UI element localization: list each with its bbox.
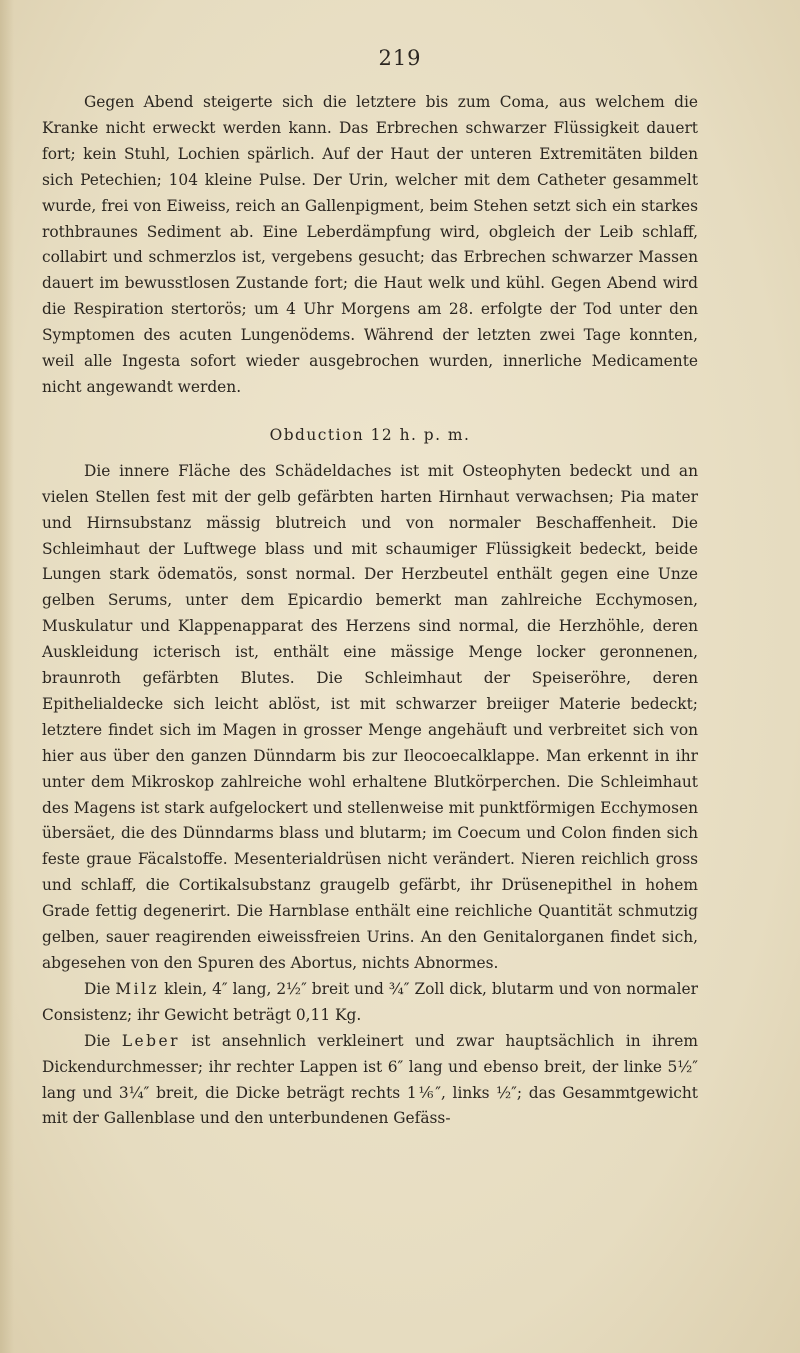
paragraph-clinical-course: Gegen Abend steigerte sich die letztere bis zum Coma, aus welchem die Kranke nicht erweckt werden kann. Das Erbrechen schwarzer Flüssigkeit dauert fort; kein Stuhl, Lochien spärlich. Auf der Haut der unteren Extremitäten bilden sich Petechien; 104 kleine Pulse. Der Urin, welcher mit dem Catheter gesammelt wurde, frei von Eiweiss, reich an Gallenpigment, beim Stehen setzt sich ein starkes rothbraunes Sediment ab. Eine Leberdämpfung wird, obgleich der Leib schlaff, collabirt und schmerzlos ist, vergebens gesucht; das Erbrechen schwarzer Massen dauert im bewusstlosen Zustande fort; die Haut welk und kühl. Gegen Abend wird die Respiration stertorös; um 4 Uhr Morgens am 28. erfolgte der Tod unter den Symptomen des acuten Lungenödems. Während der letzten zwei Tage konnten, weil alle Ingesta sofort wieder ausgebrochen wurden, innerliche Medicamente nicht angewandt werden.: [42, 93, 698, 396]
paragraph-obduction-findings: Die innere Fläche des Schädeldaches ist mit Osteophyten bedeckt und an vielen Stellen fest mit der gelb gefärbten harten Hirnhaut verwachsen; Pia mater und Hirnsubstanz mässig blutreich und von normaler Beschaffenheit. Die Schleimhaut der Luftwege blass und mit schaumiger Flüssigkeit bedeckt, beide Lungen stark ödematös, sonst normal. Der Herzbeutel enthält gegen eine Unze gelben Serums, unter dem Epicardio bemerkt man zahlreiche Ecchymosen, Muskulatur und Klappenapparat des Herzens sind normal, die Herzhöhle, deren Auskleidung icterisch ist, enthält eine mässige Menge locker geronnenen, braunroth gefärbten Blutes. Die Schleimhaut der Speiseröhre, deren Epithelialdecke sich leicht ablöst, ist mit schwarzer breiiger Materie bedeckt; letztere findet sich im Magen in grosser Menge angehäuft und verbreitet sich von hier aus über den ganzen Dünndarm bis zur Ileocoecalklappe. Man erkennt in ihr unter dem Mikroskop zahlreiche wohl erhaltene Blutkörperchen. Die Schleimhaut des Magens ist stark aufgelockert und stellenweise mit punktförmigen Ecchymosen übersäet, die des Dünndarms blass und blutarm; im Coecum und Colon finden sich feste graue Fäcalstoffe. Mesenterialdrüsen nicht verändert. Nieren reichlich gross und schlaff, die Cortikalsubstanz graugelb gefärbt, ihr Drüsenepithel in hohem Grade fettig degenerirt. Die Harnblase enthält eine reichliche Quantität schmutzig gelben, sauer reagirenden eiweissfreien Urins. An den Genitalorganen findet sich, abgesehen von den Spuren des Abortus, nichts Abnormes.: [42, 461, 698, 972]
page-body: [42, 90, 698, 1132]
paragraph-liver-lead: Die: [84, 1031, 111, 1050]
paragraph-spleen: [42, 977, 698, 1029]
page-number: 219: [378, 46, 422, 70]
paragraph-liver: [42, 1029, 698, 1133]
term-leber: Leber: [121, 1031, 180, 1050]
paragraph-liver-text: ist ansehnlich verkleinert und zwar hauptsächlich in ihrem Dickendurchmesser; ihr rechter Lappen ist 6″ lang und ebenso breit, der linke 5½″ lang und 3¼″ breit, die Dicke beträgt rechts 1⅙″, links ½″; das Gesammtgewicht mit der Gallenblase und den unterbundenen Gefäss-: [42, 1031, 698, 1128]
paragraph-spleen-lead: Die: [84, 979, 111, 998]
paragraph-spleen-text: klein, 4″ lang, 2½″ breit und ¾″ Zoll dick, blutarm und von normaler Consistenz; ihr Gewicht beträgt 0,11 Kg.: [42, 979, 698, 1024]
page-edge-shadow: [0, 0, 14, 1353]
section-heading: Obduction 12 h. p. m.: [269, 425, 471, 444]
term-milz: Milz: [115, 979, 160, 998]
